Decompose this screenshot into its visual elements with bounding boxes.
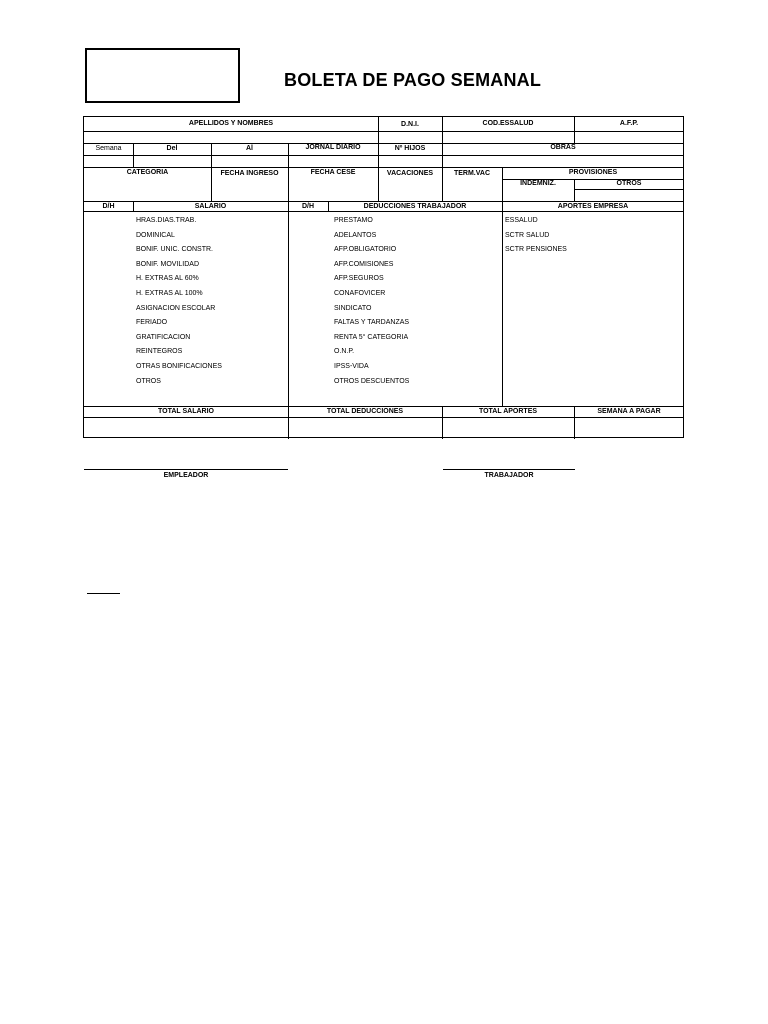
header-term-vac: TERM.VAC (453, 170, 491, 177)
deducciones-item: PRESTAMO (334, 217, 373, 224)
header-num-hijos: Nº HIJOS (394, 145, 426, 152)
salario-item: OTRAS BONIFICACIONES (136, 363, 222, 370)
deducciones-item: AFP.SEGUROS (334, 275, 384, 282)
document-title: BOLETA DE PAGO SEMANAL (284, 70, 542, 90)
header-dh-deducciones: D/H (301, 203, 315, 210)
short-underline (87, 593, 120, 594)
salario-item: OTROS (136, 378, 161, 385)
header-cod-essalud: COD.ESSALUD (482, 120, 534, 127)
header-vacaciones: VACACIONES (386, 170, 434, 177)
salario-item: FERIADO (136, 319, 168, 326)
header-afp: A.F.P. (619, 120, 639, 127)
deducciones-item: IPSS-VIDA (334, 363, 369, 370)
deducciones-item: CONAFOVICER (334, 290, 386, 297)
payslip-form (83, 116, 684, 438)
header-jornal-diario: JORNAL DIARIO (305, 144, 361, 151)
header-al: Al (246, 145, 253, 152)
deducciones-item: FALTAS Y TARDANZAS (334, 319, 410, 326)
header-obras: OBRAS (550, 144, 576, 151)
total-aportes-label: TOTAL APORTES (478, 408, 538, 415)
trabajador-label: TRABAJADOR (484, 472, 534, 479)
salario-item: BONIF. UNIC. CONSTR. (136, 246, 214, 253)
header-indemniz: INDEMNIZ. (520, 180, 556, 187)
header-del: Del (166, 145, 178, 152)
empleador-label: EMPLEADOR (163, 472, 209, 479)
header-salario: SALARIO (194, 203, 227, 210)
header-aportes-empresa: APORTES EMPRESA (557, 203, 629, 210)
deducciones-item: RENTA 5° CATEGORIA (334, 334, 409, 341)
salario-item: BONIF. MOVILIDAD (136, 261, 200, 268)
total-salario-label: TOTAL SALARIO (158, 408, 214, 415)
header-otros: OTROS (616, 180, 642, 187)
deducciones-item: OTROS DESCUENTOS (334, 378, 410, 385)
deducciones-item: SINDICATO (334, 305, 372, 312)
salario-item: HRAS.DIAS.TRAB. (136, 217, 197, 224)
aportes-item: SCTR SALUD (505, 232, 550, 239)
deducciones-item: ADELANTOS (334, 232, 377, 239)
header-dni: D.N.I. (401, 121, 419, 128)
header-provisiones: PROVISIONES (568, 169, 618, 176)
empleador-signature-line (84, 469, 288, 470)
total-deducciones-label: TOTAL DEDUCCIONES (326, 408, 404, 415)
aportes-item: ESSALUD (505, 217, 538, 224)
salario-item: GRATIFICACION (136, 334, 191, 341)
header-apellidos-nombres: APELLIDOS Y NOMBRES (188, 120, 274, 127)
header-categoria: CATEGORIA (126, 169, 169, 176)
deducciones-item: AFP.COMISIONES (334, 261, 394, 268)
aportes-item: SCTR PENSIONES (505, 246, 567, 253)
salario-item: DOMINICAL (136, 232, 175, 239)
salario-item: H. EXTRAS AL 100% (136, 290, 203, 297)
header-fecha-ingreso: FECHA INGRESO (220, 170, 279, 177)
trabajador-signature-line (443, 469, 575, 470)
deducciones-item: AFP.OBLIGATORIO (334, 246, 397, 253)
header-fecha-cese: FECHA CESE (310, 169, 356, 176)
deducciones-item: O.N.P. (334, 348, 355, 355)
header-deducciones-trabajador: DEDUCCIONES TRABAJADOR (363, 203, 467, 210)
header-semana: Semana (95, 145, 122, 152)
salario-item: REINTEGROS (136, 348, 183, 355)
header-dh-salario: D/H (102, 203, 115, 210)
salario-item: H. EXTRAS AL 60% (136, 275, 199, 282)
semana-a-pagar-label: SEMANA A PAGAR (597, 408, 661, 415)
salario-item: ASIGNACION ESCOLAR (136, 305, 216, 312)
logo-placeholder-box (85, 48, 240, 103)
